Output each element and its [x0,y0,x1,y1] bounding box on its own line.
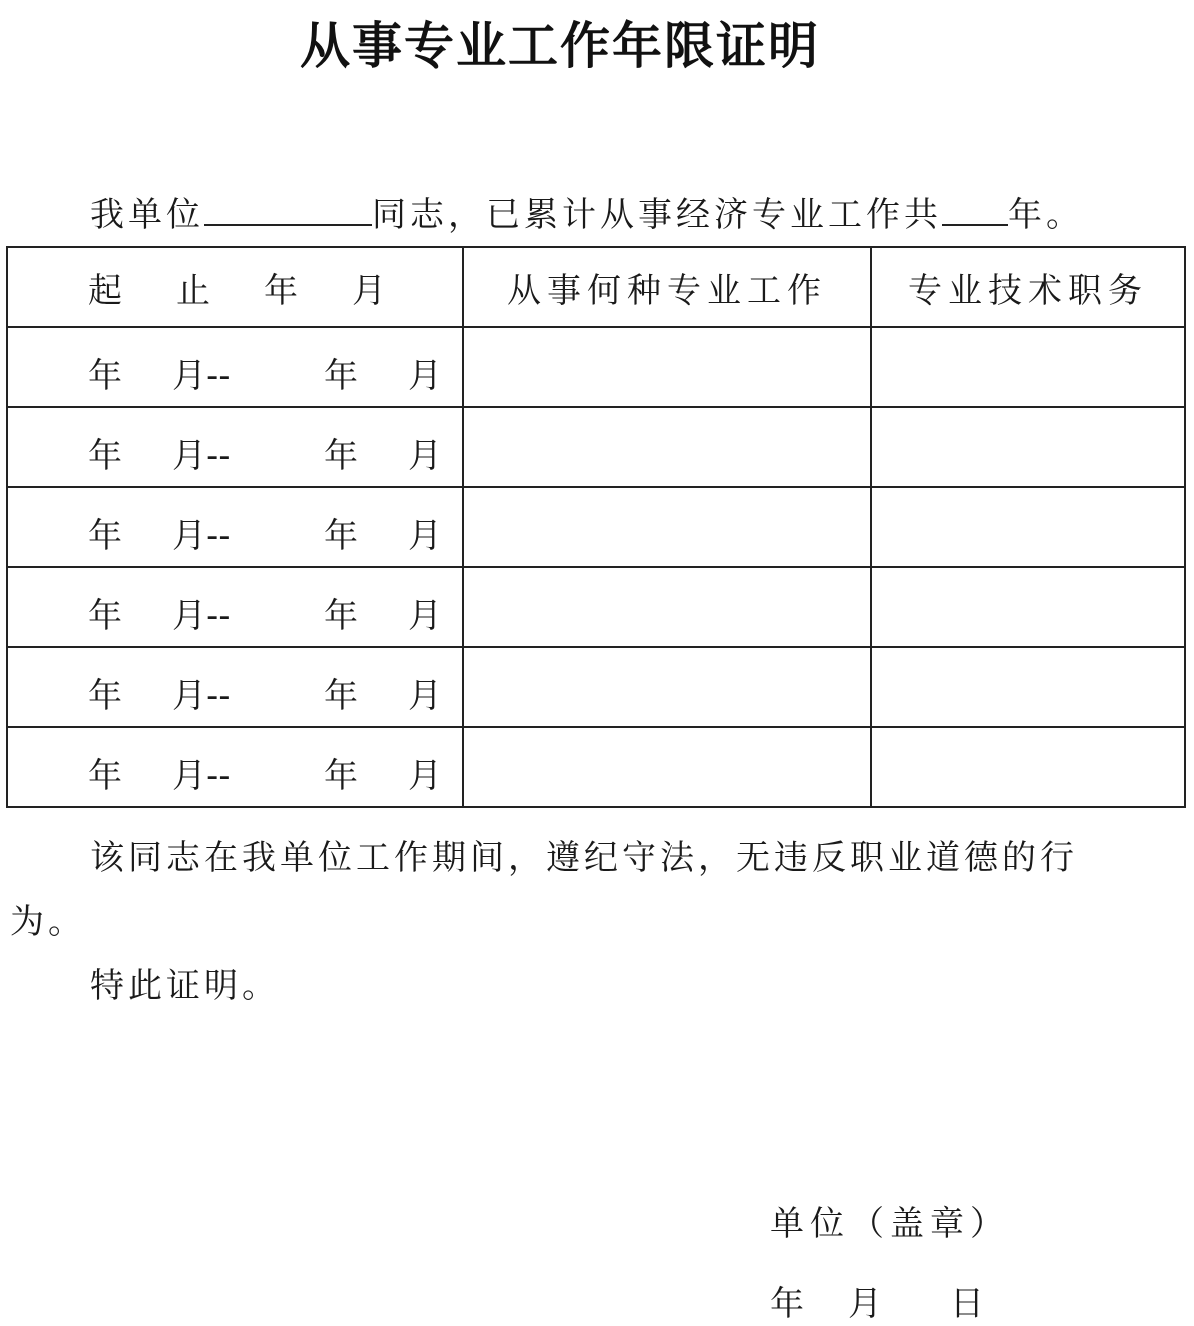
work-type-cell[interactable] [463,327,871,407]
table-row [7,327,1185,407]
title-cell[interactable] [871,647,1185,727]
table-row [7,727,1185,807]
start-month-label: 月-- [172,756,231,796]
table-row [7,647,1185,727]
title-cell[interactable] [871,327,1185,407]
end-year-label: 年 [324,356,358,396]
end-month-label: 月 [408,756,442,796]
work-history-table [6,246,1186,808]
date-day-label: 日 [950,1284,984,1324]
start-year-label: 年 [88,676,122,716]
end-year-label: 年 [324,596,358,636]
end-month-label: 月 [408,356,442,396]
period-cell [7,407,463,487]
end-year-label: 年 [324,676,358,716]
work-type-cell[interactable] [463,487,871,567]
table-row [7,567,1185,647]
document-title: 从事专业工作年限证明 [300,16,820,75]
start-year-label: 年 [88,516,122,556]
title-cell[interactable] [871,727,1185,807]
start-year-label: 年 [88,356,122,396]
header-period: 起 止 年 月 [7,247,463,327]
title-cell[interactable] [871,567,1185,647]
conduct-statement-line1: 该同志在我单位工作期间，遵纪守法，无违反职业道德的行 [90,838,1078,878]
table-row [7,407,1185,487]
end-year-label: 年 [324,756,358,796]
intro-sentence [90,188,1084,240]
end-month-label: 月 [408,676,442,716]
start-year-label: 年 [88,756,122,796]
table-header-row [7,247,1185,327]
end-year-label: 年 [324,516,358,556]
start-year-label: 年 [88,596,122,636]
start-month-label: 月-- [172,356,231,396]
date-year-label: 年 [770,1284,804,1324]
start-month-label: 月-- [172,436,231,476]
conduct-statement-line2: 为。 [10,902,86,942]
unit-seal-label: 单位（盖章） [770,1204,1010,1244]
header-work-type: 从事何种专业工作 [463,247,871,327]
intro-part3: 年。 [1008,195,1084,235]
end-month-label: 月 [408,596,442,636]
end-year-label: 年 [324,436,358,476]
header-title: 专业技术职务 [871,247,1185,327]
date-month-label: 月 [848,1284,882,1324]
years-blank-line [942,188,1008,226]
name-blank-line [204,188,372,226]
period-cell [7,567,463,647]
title-cell[interactable] [871,487,1185,567]
start-month-label: 月-- [172,676,231,716]
work-type-cell[interactable] [463,727,871,807]
title-cell[interactable] [871,407,1185,487]
period-cell [7,727,463,807]
end-month-label: 月 [408,516,442,556]
start-month-label: 月-- [172,516,231,556]
end-month-label: 月 [408,436,442,476]
start-month-label: 月-- [172,596,231,636]
start-year-label: 年 [88,436,122,476]
work-type-cell[interactable] [463,407,871,487]
table-row [7,487,1185,567]
period-cell [7,327,463,407]
intro-part2: 同志，已累计从事经济专业工作共 [372,195,942,235]
period-cell [7,647,463,727]
period-cell [7,487,463,567]
work-type-cell[interactable] [463,647,871,727]
certification-statement: 特此证明。 [90,966,280,1006]
intro-part1: 我单位 [90,195,204,235]
work-type-cell[interactable] [463,567,871,647]
